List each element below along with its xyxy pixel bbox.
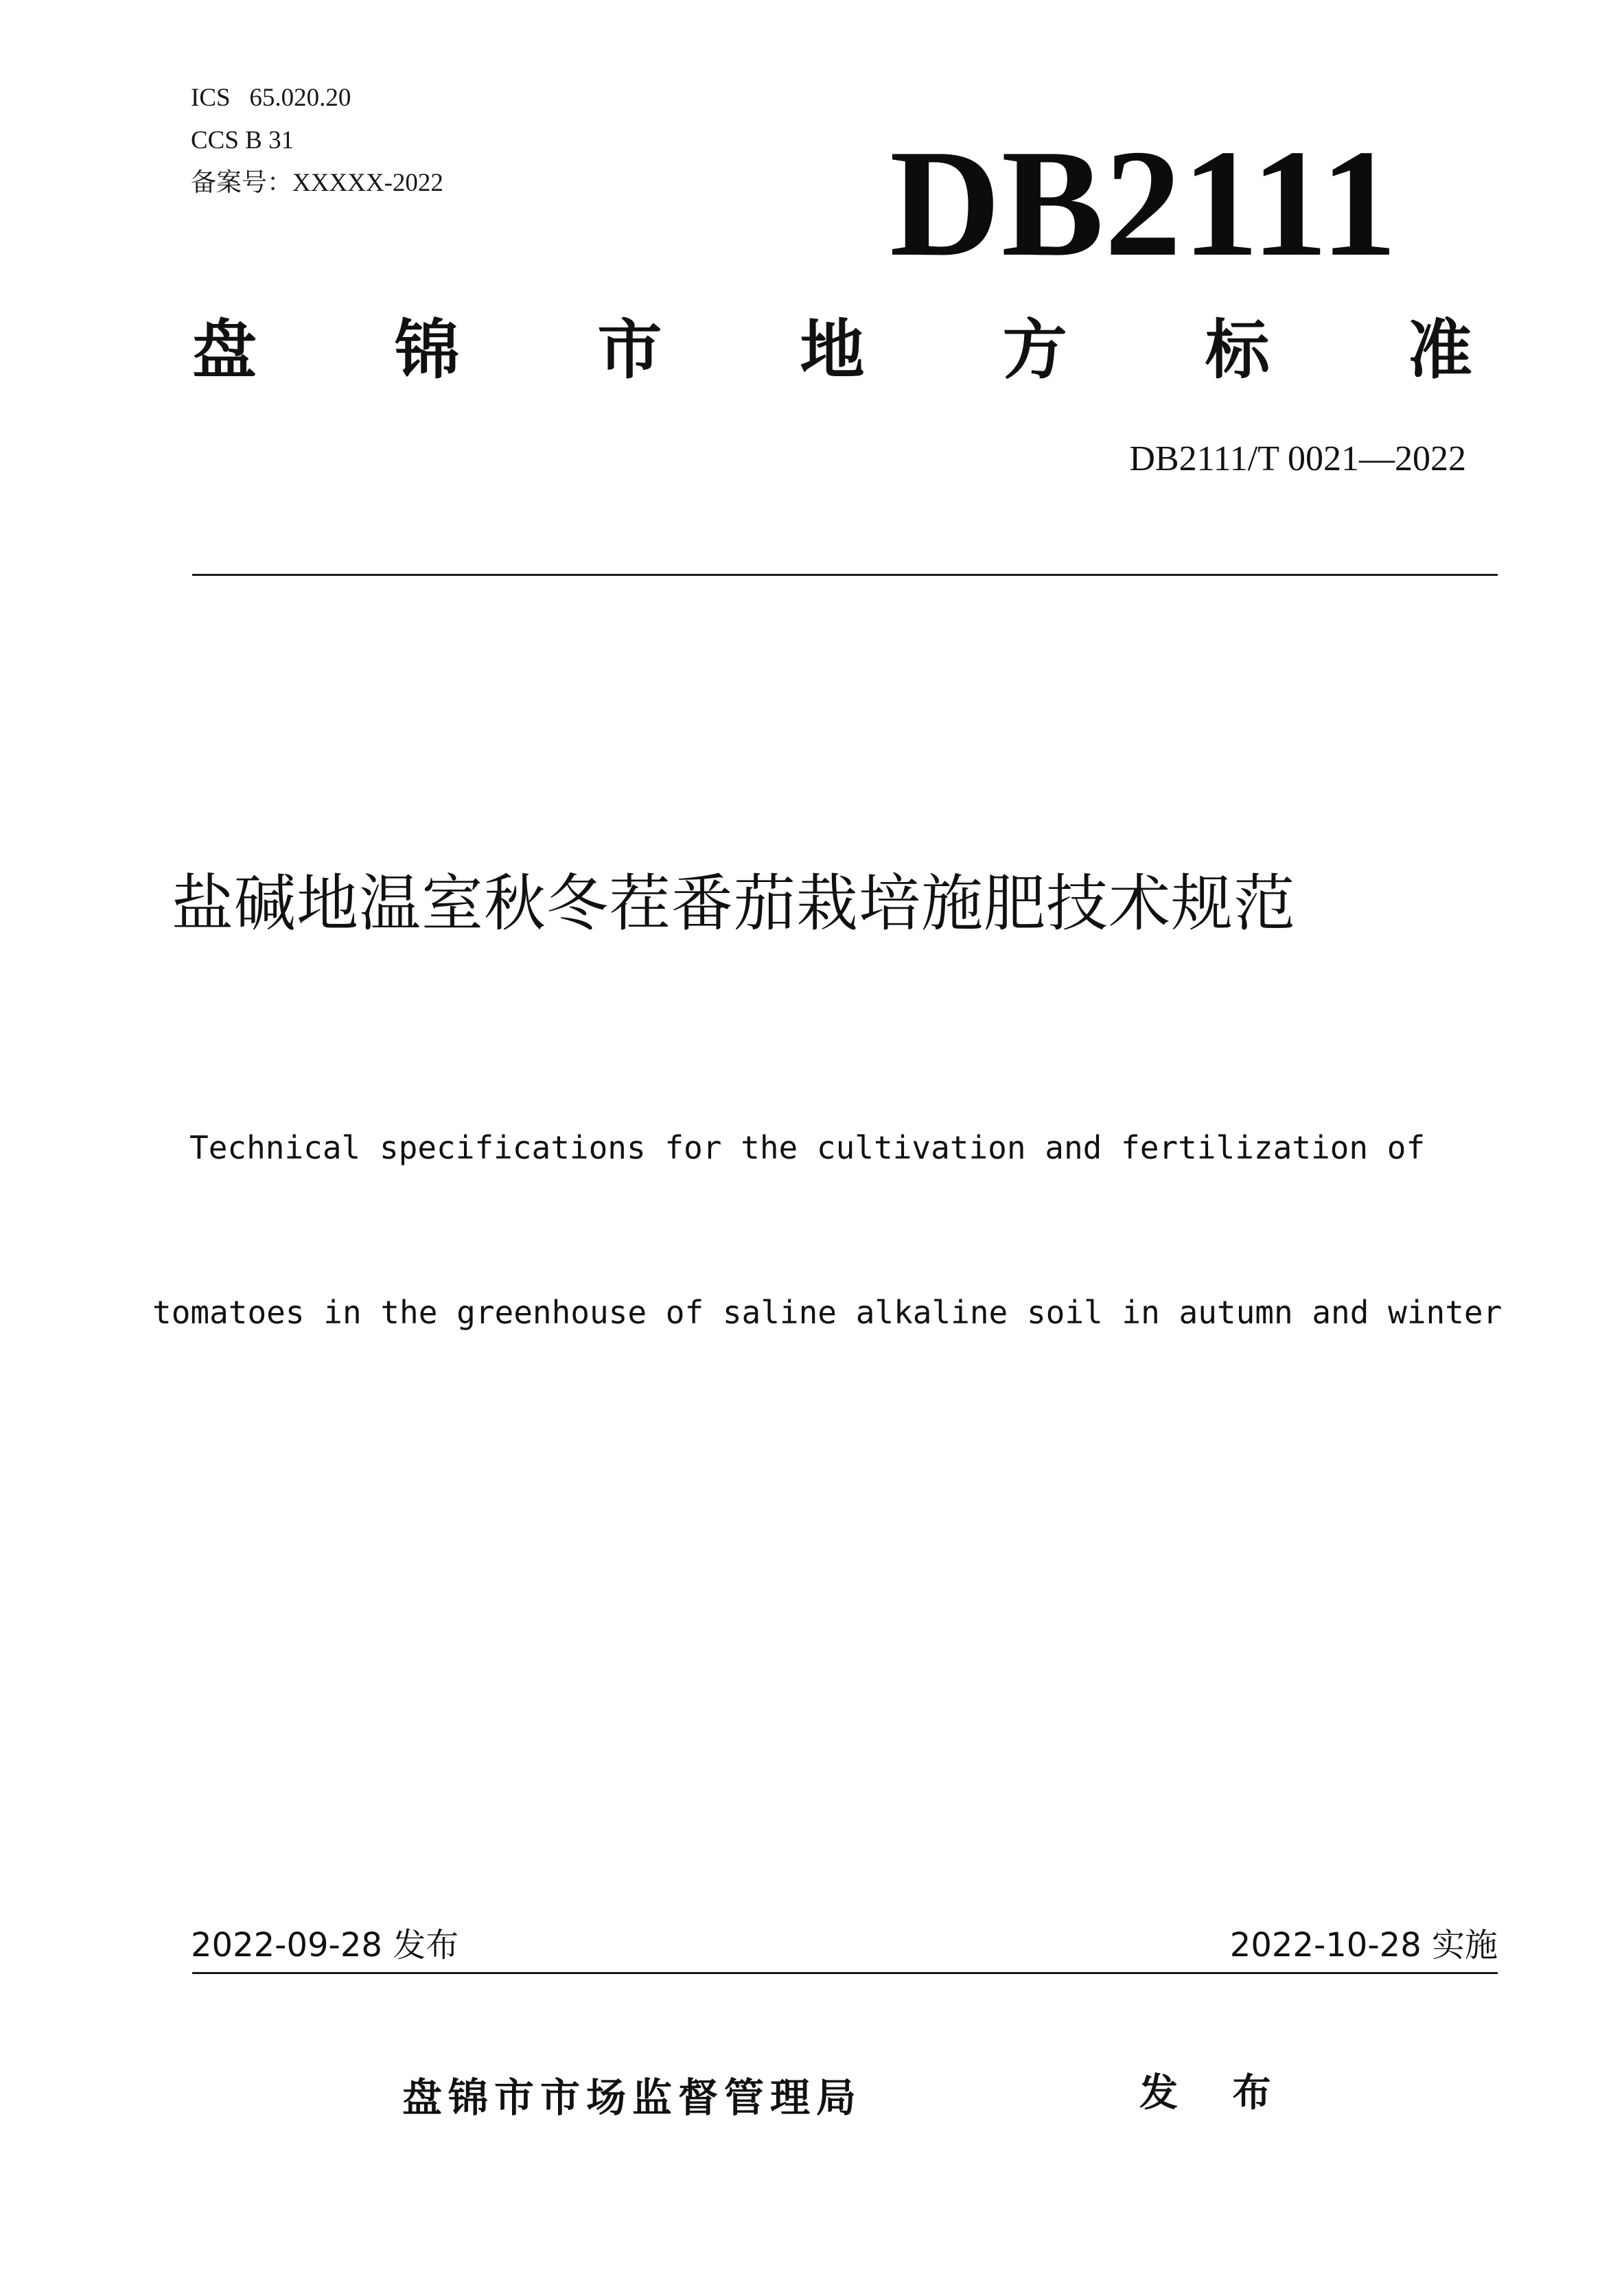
ccs-code: CCS B 31 xyxy=(191,126,294,154)
document-title-en xyxy=(152,1010,1502,1395)
bottom-divider xyxy=(192,1972,1498,1974)
document-title-zh: 盐碱地温室秋冬茬番茄栽培施肥技术规范 xyxy=(172,868,1296,940)
filing-number: 备案号：XXXXX-2022 xyxy=(191,169,443,197)
standard-code-mark: DB2111 xyxy=(890,118,1398,288)
heading-char: 方 xyxy=(1002,313,1067,388)
issuing-authority: 盘锦市市场监督管理局 xyxy=(402,2074,863,2121)
heading-char: 准 xyxy=(1407,313,1472,388)
standard-number: DB2111/T 0021—2022 xyxy=(1129,439,1466,478)
heading-char: 标 xyxy=(1205,313,1270,388)
title-en-line-1: Technical specifications for the cultivation and fertilization of xyxy=(189,1129,1426,1166)
heading-char: 锦 xyxy=(395,313,460,388)
heading-char: 地 xyxy=(800,313,865,388)
heading-char: 市 xyxy=(597,313,662,388)
issue-date: 2022-09-28 发布 xyxy=(191,1926,459,1964)
standard-metadata xyxy=(191,77,443,205)
effective-date: 2022-10-28 实施 xyxy=(1229,1926,1498,1964)
title-en-line-2: tomatoes in the greenhouse of saline alkaline soil in autumn and winter xyxy=(152,1294,1503,1331)
ics-code: ICS 65.020.20 xyxy=(191,84,351,112)
top-divider xyxy=(192,574,1498,576)
heading-char: 盘 xyxy=(192,313,257,388)
issue-label: 发 布 xyxy=(1139,2071,1292,2115)
standard-category-heading xyxy=(192,313,1472,389)
